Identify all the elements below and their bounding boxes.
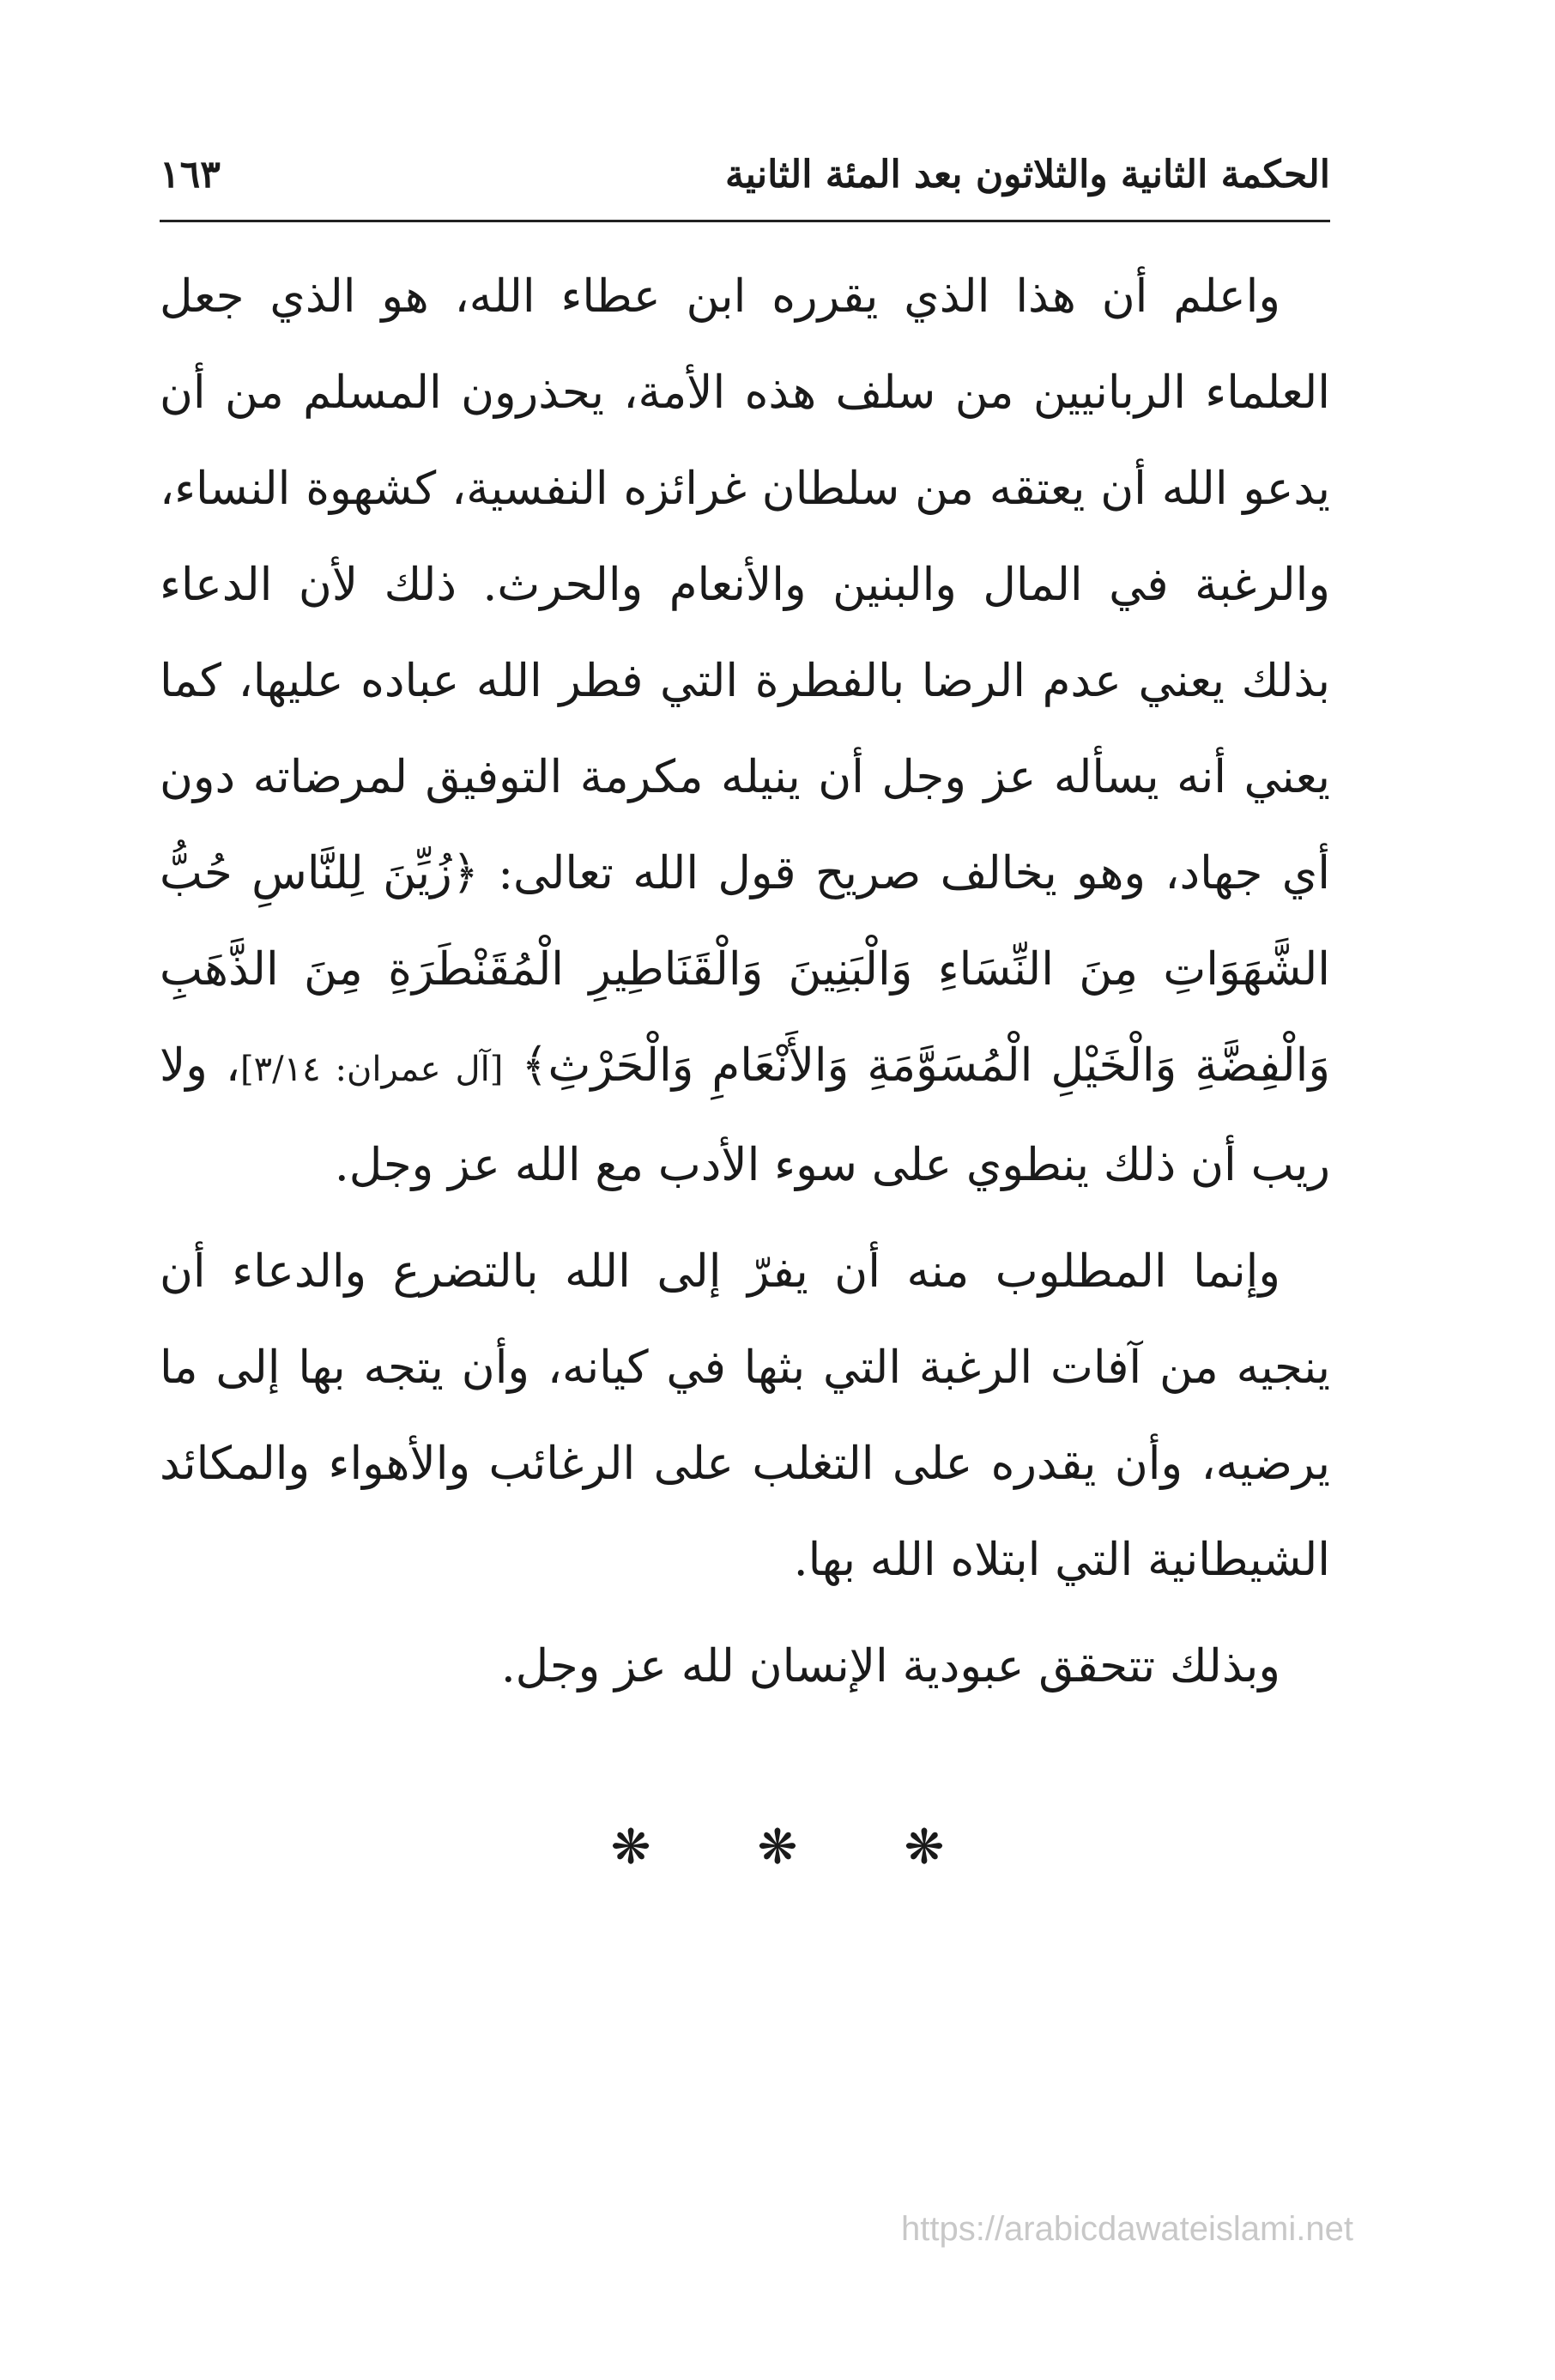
paragraph-1 (160, 249, 1330, 1214)
asterism-icon: ❋ (757, 1820, 798, 1875)
asterism-icon: ❋ (610, 1820, 651, 1875)
quran-citation: [آل عمران: ٣/١٤] (240, 1050, 504, 1089)
asterism-icon: ❋ (904, 1820, 945, 1875)
running-title: الحكمة الثانية والثلاثون بعد المئة الثانية (724, 153, 1330, 197)
running-header (160, 146, 1330, 206)
paragraph-2: وإنما المطلوب منه أن يفرّ إلى الله بالتضرع والدعاء أن ينجيه من آفات الرغبة التي بثها في كيانه، وأن يتجه بها إلى ما يرضيه، وأن يقدره على التغلب على الرغائب والأهواء والمكائد الشيطانية التي ابتلاه الله بها. (160, 1245, 1330, 1586)
section-separator (0, 1820, 1555, 1875)
page-number: ١٦٣ (160, 153, 221, 197)
main-text (160, 249, 1330, 1715)
header-rule (160, 220, 1330, 222)
paragraph-1-text: واعلم أن هذا الذي يقرره ابن عطاء الله، هو الذي جعل العلماء الربانيين من سلف هذه الأمة، يحذرون المسلم من أن يدعو الله أن يعتقه من سلطان غرائزه النفسية، كشهوة النساء، والرغبة في المال والبنين والأنعام والحرث. ذلك لأن الدعاء بذلك يعني عدم الرضا بالفطرة التي فطر الله عباده عليها، كما يعني أنه يسأله عز وجل أن ينيله مكرمة التوفيق لمرضاته دون أي جهاد، وهو يخالف صريح قول الله تعالى: ﴿زُيِّنَ لِلنَّاسِ حُبُّ الشَّهَوَاتِ مِنَ النِّسَاءِ وَالْبَنِينَ وَالْقَنَاطِيرِ الْمُقَنْطَرَةِ مِنَ الذَّهَبِ وَالْفِضَّةِ وَالْخَيْلِ الْمُسَوَّمَةِ وَالأَنْعَامِ وَالْحَرْثِ﴾ (160, 270, 1330, 1092)
watermark-url: https://arabicdawateislami.net (901, 2210, 1353, 2248)
paragraph-3: وبذلك تتحقق عبودية الإنسان لله عز وجل. (500, 1640, 1280, 1693)
paragraph-1-tail: ، ولا ريب أن ذلك ينطوي على سوء الأدب مع الله عز وجل. (160, 1039, 1330, 1191)
